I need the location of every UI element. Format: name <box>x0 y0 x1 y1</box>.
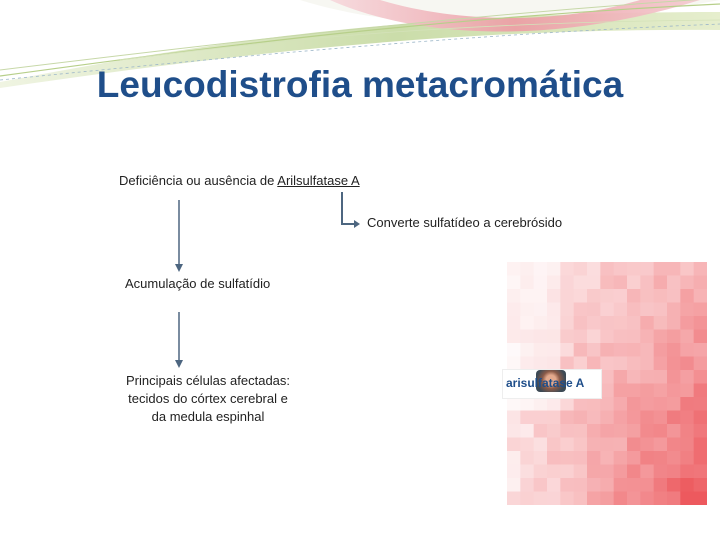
gradient-tile <box>627 303 641 317</box>
enzyme-name-link: Arilsulfatase A <box>277 173 360 188</box>
gradient-tile <box>694 397 707 411</box>
gradient-tile <box>587 343 601 357</box>
gradient-tile <box>520 303 534 317</box>
gradient-tile <box>614 303 628 317</box>
gradient-tile <box>547 492 561 506</box>
gradient-tile <box>560 262 574 276</box>
gradient-tile <box>600 424 614 438</box>
gradient-tile <box>520 357 534 371</box>
slide-title: Leucodistrofia metacromática <box>96 64 624 105</box>
gradient-tile <box>574 424 588 438</box>
gradient-tile <box>600 370 614 384</box>
gradient-tile <box>587 424 601 438</box>
gradient-tile <box>694 316 707 330</box>
gradient-tile <box>694 262 707 276</box>
gradient-tile <box>627 357 641 371</box>
gradient-tile <box>600 438 614 452</box>
gradient-tile <box>640 276 654 290</box>
gradient-tile <box>654 384 668 398</box>
gradient-tile <box>574 438 588 452</box>
gradient-tile <box>667 451 681 465</box>
gradient-tile <box>654 330 668 344</box>
gradient-tile <box>534 343 548 357</box>
gradient-tile <box>614 262 628 276</box>
gradient-tile <box>614 289 628 303</box>
gradient-tile <box>574 397 588 411</box>
gradient-tile <box>547 343 561 357</box>
gradient-tile <box>614 370 628 384</box>
gradient-tile <box>627 397 641 411</box>
gradient-tile <box>667 411 681 425</box>
gradient-tile <box>694 478 707 492</box>
accumulation-text: Acumulação de sulfatídio <box>125 276 271 291</box>
gradient-tile <box>667 397 681 411</box>
gradient-tile <box>627 424 641 438</box>
gradient-tile <box>680 357 694 371</box>
gradient-tile <box>667 343 681 357</box>
gradient-tile <box>507 478 521 492</box>
gradient-tile <box>627 465 641 479</box>
gradient-tile <box>654 343 668 357</box>
gradient-tile <box>614 492 628 506</box>
gradient-tile <box>600 262 614 276</box>
gradient-tile <box>547 478 561 492</box>
gradient-tile <box>640 424 654 438</box>
affected-line: tecidos do córtex cerebral e <box>128 391 288 406</box>
gradient-tile <box>560 424 574 438</box>
image-caption-box <box>503 370 601 398</box>
conversion-text: Converte sulfatídeo a cerebrósido <box>367 215 563 230</box>
gradient-tile <box>547 303 561 317</box>
gradient-tile <box>587 289 601 303</box>
gradient-tile <box>694 276 707 290</box>
gradient-tile <box>574 316 588 330</box>
gradient-tile <box>640 397 654 411</box>
gradient-tile <box>560 451 574 465</box>
gradient-tile <box>640 370 654 384</box>
gradient-tile <box>600 316 614 330</box>
gradient-tile <box>680 276 694 290</box>
gradient-tile <box>587 397 601 411</box>
gradient-tile <box>654 424 668 438</box>
gradient-tile <box>680 289 694 303</box>
gradient-tile <box>614 451 628 465</box>
gradient-tile <box>547 276 561 290</box>
gradient-tile <box>507 316 521 330</box>
gradient-tile <box>534 316 548 330</box>
gradient-tile <box>587 451 601 465</box>
gradient-tile <box>587 330 601 344</box>
gradient-tile <box>614 384 628 398</box>
gradient-tile <box>680 343 694 357</box>
gradient-tile <box>654 451 668 465</box>
gradient-tile <box>507 262 521 276</box>
gradient-tile <box>680 492 694 506</box>
deficiency-text <box>119 172 360 190</box>
gradient-tile <box>627 411 641 425</box>
gradient-tile <box>667 465 681 479</box>
gradient-tile <box>534 492 548 506</box>
gradient-tile <box>600 492 614 506</box>
gradient-tile <box>560 289 574 303</box>
gradient-tile <box>600 289 614 303</box>
gradient-tile <box>667 424 681 438</box>
gradient-tile <box>667 438 681 452</box>
gradient-tile <box>627 316 641 330</box>
gradient-tile <box>654 357 668 371</box>
gradient-tile <box>574 343 588 357</box>
gradient-tile <box>574 465 588 479</box>
gradient-tile <box>667 262 681 276</box>
gradient-tile <box>680 411 694 425</box>
gradient-tile <box>534 478 548 492</box>
gradient-tile <box>534 276 548 290</box>
gradient-tile <box>520 343 534 357</box>
gradient-tile <box>614 357 628 371</box>
gradient-tile <box>534 289 548 303</box>
gradient-tile <box>520 438 534 452</box>
gradient-tile <box>574 451 588 465</box>
arrow-down-icon <box>172 200 186 274</box>
gradient-tile <box>654 492 668 506</box>
affected-cells-text <box>103 372 313 426</box>
gradient-tile <box>627 330 641 344</box>
gradient-tile <box>680 370 694 384</box>
gradient-tile <box>694 384 707 398</box>
gradient-tile <box>640 316 654 330</box>
gradient-tile <box>560 357 574 371</box>
gradient-tile <box>587 438 601 452</box>
gradient-tile <box>640 478 654 492</box>
image-caption: arisulfatase A <box>506 376 585 390</box>
gradient-tile <box>640 451 654 465</box>
gradient-tile <box>654 276 668 290</box>
gradient-tile <box>627 370 641 384</box>
gradient-tile <box>614 411 628 425</box>
gradient-tile <box>547 451 561 465</box>
gradient-tile <box>507 411 521 425</box>
gradient-tile <box>640 384 654 398</box>
gradient-tile <box>574 262 588 276</box>
gradient-tile <box>520 330 534 344</box>
gradient-tile <box>520 465 534 479</box>
gradient-tile <box>627 289 641 303</box>
gradient-tile <box>547 262 561 276</box>
gradient-tile <box>600 478 614 492</box>
gradient-tile <box>547 289 561 303</box>
gradient-tile <box>614 276 628 290</box>
gradient-tile <box>520 411 534 425</box>
gradient-tile <box>547 411 561 425</box>
gradient-tile <box>507 465 521 479</box>
gradient-tile <box>694 343 707 357</box>
gradient-tile <box>600 384 614 398</box>
gradient-tile <box>547 316 561 330</box>
gradient-tile <box>534 465 548 479</box>
gradient-tile <box>614 397 628 411</box>
gradient-tile <box>680 465 694 479</box>
gradient-tile <box>640 492 654 506</box>
gradient-tile <box>507 438 521 452</box>
gradient-tile <box>667 478 681 492</box>
gradient-tile <box>640 330 654 344</box>
gradient-tile <box>600 343 614 357</box>
gradient-tile <box>520 397 534 411</box>
gradient-tile <box>627 492 641 506</box>
gradient-tile <box>560 276 574 290</box>
gradient-tile <box>587 411 601 425</box>
gradient-tile <box>547 424 561 438</box>
gradient-tile <box>694 424 707 438</box>
gradient-tile <box>547 357 561 371</box>
gradient-tile <box>694 289 707 303</box>
gradient-tile <box>654 478 668 492</box>
gradient-tile <box>507 397 521 411</box>
gradient-tile <box>587 276 601 290</box>
gradient-tile <box>560 330 574 344</box>
gradient-tile <box>654 316 668 330</box>
gradient-tile <box>547 465 561 479</box>
gradient-tile <box>614 316 628 330</box>
gradient-tile <box>574 492 588 506</box>
gradient-tile <box>520 424 534 438</box>
gradient-tile <box>560 316 574 330</box>
gradient-tile <box>587 303 601 317</box>
gradient-tile <box>600 411 614 425</box>
gradient-tile <box>640 289 654 303</box>
gradient-tile <box>587 262 601 276</box>
gradient-tile <box>680 316 694 330</box>
gradient-tile <box>627 451 641 465</box>
gradient-tile <box>640 262 654 276</box>
gradient-tile <box>680 397 694 411</box>
gradient-tile <box>534 451 548 465</box>
gradient-tile <box>574 411 588 425</box>
gradient-tile <box>547 330 561 344</box>
arrow-down-icon <box>172 312 186 370</box>
gradient-tile <box>507 276 521 290</box>
gradient-tile <box>574 276 588 290</box>
gradient-tile <box>614 330 628 344</box>
gradient-tile <box>600 303 614 317</box>
gradient-tile <box>680 330 694 344</box>
gradient-tile <box>680 303 694 317</box>
gradient-tile <box>680 424 694 438</box>
gradient-tile <box>534 397 548 411</box>
gradient-tile <box>654 438 668 452</box>
gradient-tile <box>640 303 654 317</box>
gradient-tile <box>694 370 707 384</box>
elbow-arrow-icon <box>338 192 362 232</box>
gradient-tile <box>667 384 681 398</box>
gradient-tile <box>654 465 668 479</box>
gradient-tile <box>520 289 534 303</box>
gradient-tile <box>587 478 601 492</box>
gradient-tile <box>640 411 654 425</box>
gradient-tile <box>560 303 574 317</box>
gradient-tile <box>627 384 641 398</box>
gradient-tile <box>587 492 601 506</box>
gradient-tile <box>640 438 654 452</box>
gradient-tile <box>640 343 654 357</box>
gradient-tile <box>520 316 534 330</box>
gradient-tile <box>574 289 588 303</box>
gradient-tile <box>507 289 521 303</box>
gradient-tile <box>534 424 548 438</box>
gradient-tile <box>680 438 694 452</box>
affected-line: Principais células afectadas: <box>125 373 291 388</box>
gradient-tile <box>667 330 681 344</box>
gradient-tile <box>667 289 681 303</box>
gradient-tile <box>694 451 707 465</box>
gradient-tile <box>534 262 548 276</box>
gradient-tile <box>667 276 681 290</box>
gradient-tile <box>614 438 628 452</box>
gradient-tile <box>507 303 521 317</box>
gradient-tile <box>654 370 668 384</box>
gradient-tile <box>534 357 548 371</box>
gradient-tile <box>694 492 707 506</box>
gradient-tile <box>667 316 681 330</box>
gradient-tile <box>507 357 521 371</box>
gradient-tile <box>507 343 521 357</box>
gradient-tile <box>614 343 628 357</box>
gradient-tile <box>534 303 548 317</box>
gradient-tile <box>507 424 521 438</box>
affected-line: da medula espinhal <box>151 409 265 424</box>
gradient-tile <box>614 424 628 438</box>
gradient-tile <box>614 465 628 479</box>
gradient-tile <box>614 478 628 492</box>
gradient-tile <box>560 438 574 452</box>
gradient-tile <box>694 357 707 371</box>
gradient-tile <box>680 451 694 465</box>
gradient-tile <box>574 357 588 371</box>
gradient-tile <box>627 343 641 357</box>
gradient-tile <box>627 262 641 276</box>
gradient-tile <box>694 411 707 425</box>
gradient-tile <box>520 451 534 465</box>
gradient-tile <box>694 330 707 344</box>
gradient-tile <box>680 384 694 398</box>
gradient-tile <box>520 492 534 506</box>
gradient-tile <box>534 438 548 452</box>
gradient-tile <box>667 357 681 371</box>
gradient-tile <box>600 451 614 465</box>
gradient-tile <box>654 262 668 276</box>
gradient-tile <box>587 357 601 371</box>
gradient-tile <box>694 438 707 452</box>
gradient-tile <box>600 465 614 479</box>
gradient-tile <box>560 465 574 479</box>
gradient-tile <box>534 411 548 425</box>
gradient-tile <box>600 330 614 344</box>
gradient-tile <box>627 478 641 492</box>
gradient-tile <box>640 357 654 371</box>
gradient-tile <box>654 411 668 425</box>
gradient-tile <box>507 330 521 344</box>
gradient-tile <box>560 411 574 425</box>
gradient-tile <box>520 262 534 276</box>
gradient-tile <box>560 397 574 411</box>
gradient-tile <box>587 316 601 330</box>
gradient-tile <box>587 465 601 479</box>
gradient-tile <box>667 370 681 384</box>
gradient-tile <box>667 303 681 317</box>
gradient-tile <box>547 397 561 411</box>
gradient-tile <box>560 492 574 506</box>
gradient-tile <box>627 438 641 452</box>
gradient-tile <box>667 492 681 506</box>
gradient-tile <box>680 262 694 276</box>
gradient-tile <box>654 289 668 303</box>
deficiency-prefix: Deficiência ou ausência de <box>119 173 278 188</box>
gradient-tile <box>507 451 521 465</box>
gradient-tile <box>507 492 521 506</box>
gradient-tile <box>600 397 614 411</box>
gradient-tile <box>654 397 668 411</box>
gradient-tile <box>574 303 588 317</box>
gradient-tile <box>547 438 561 452</box>
gradient-tile <box>694 465 707 479</box>
gradient-tile <box>654 303 668 317</box>
gradient-tile <box>600 276 614 290</box>
gradient-tile <box>574 478 588 492</box>
gradient-tile <box>574 330 588 344</box>
gradient-tile <box>680 478 694 492</box>
gradient-tile <box>694 303 707 317</box>
gradient-tile <box>520 478 534 492</box>
gradient-tile <box>560 478 574 492</box>
gradient-tile <box>600 357 614 371</box>
gradient-tile <box>534 330 548 344</box>
gradient-tile <box>627 276 641 290</box>
gradient-tile <box>520 276 534 290</box>
gradient-tile <box>560 343 574 357</box>
gradient-tile <box>640 465 654 479</box>
